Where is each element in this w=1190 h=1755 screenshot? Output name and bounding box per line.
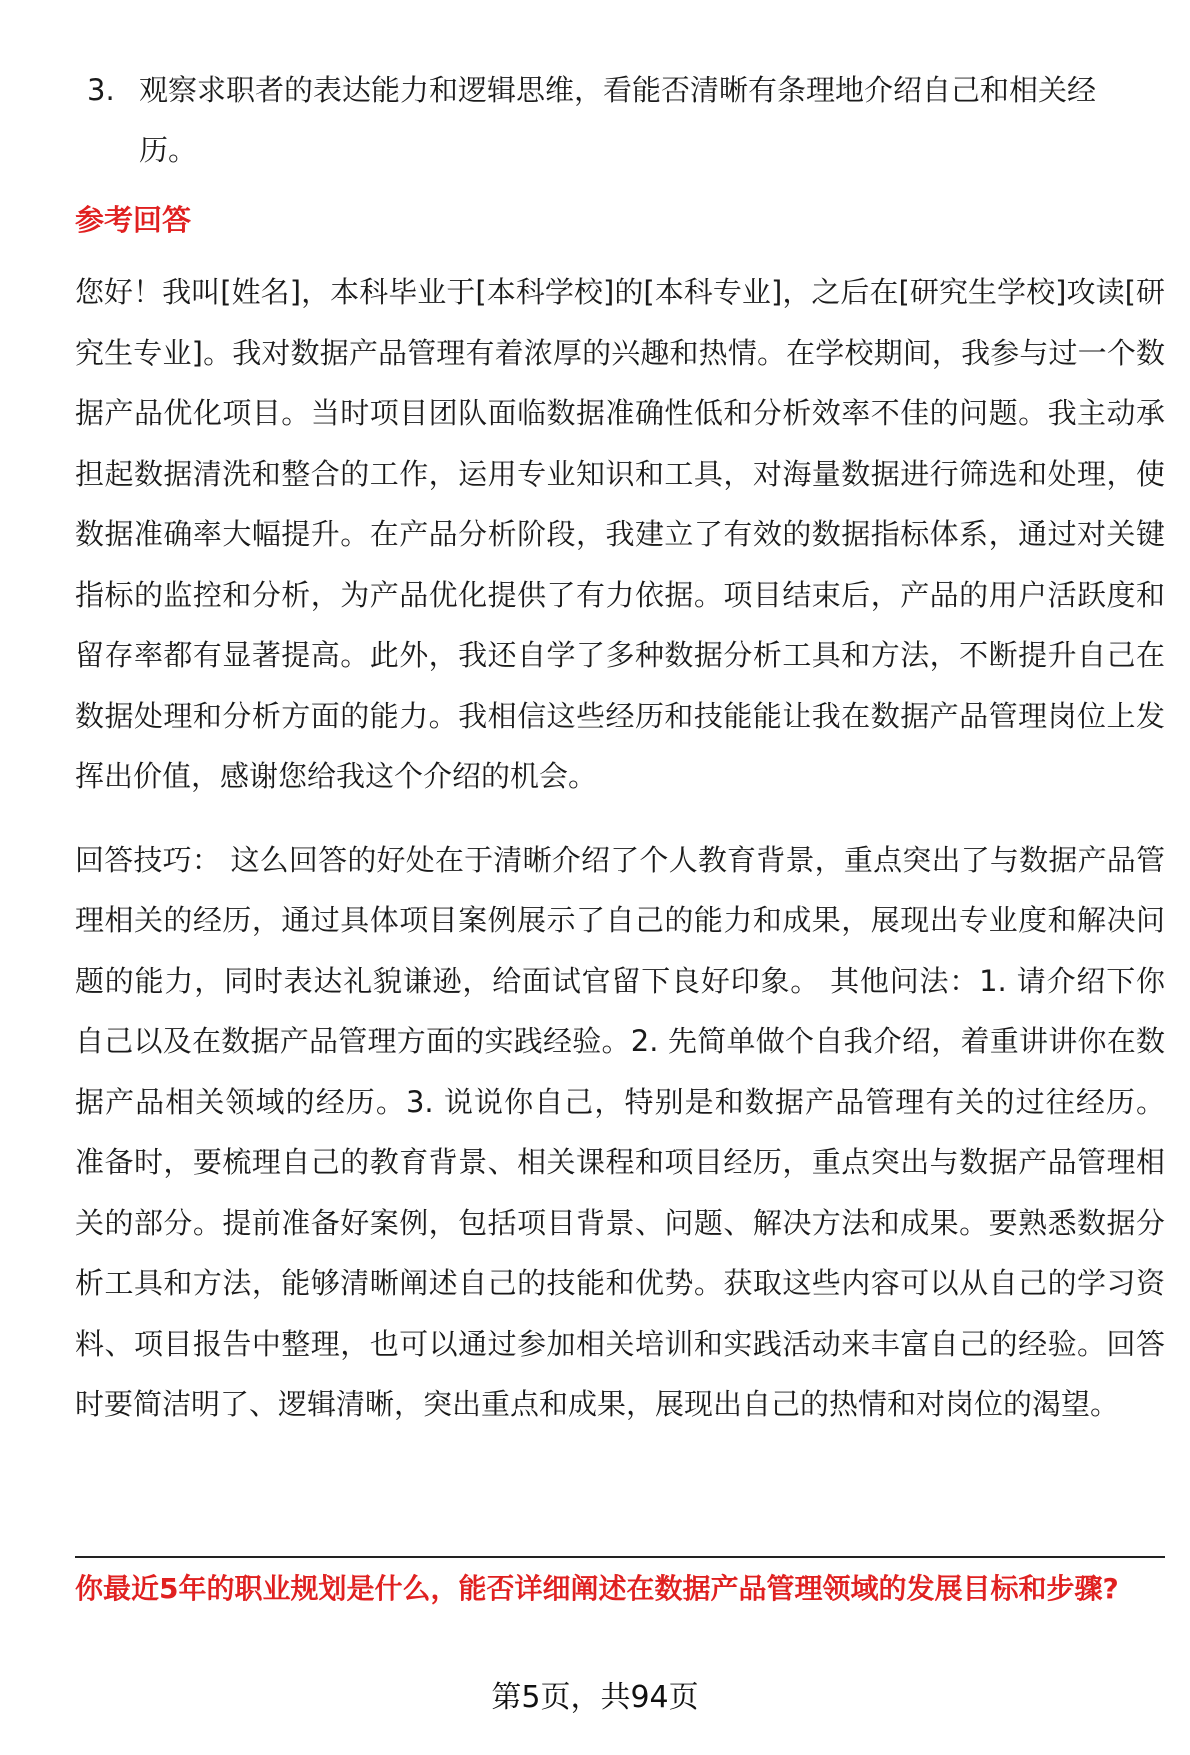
page-content: [75, 60, 1165, 1435]
answer-tips-text: 回答技巧： 这么回答的好处在于清晰介绍了个人教育背景，重点突出了与数据产品管理相关的经历，通过具体项目案例展示了自己的能力和成果，展现出专业度和解决问题的能力，同时表达礼貌谦逊，给面试官留下良好印象。 其他问法：1. 请介绍下你自己以及在数据产品管理方面的实践经验。2. 先简单做个自我介绍，着重讲讲你在数据产品相关领域的经历。3. 说说你自己，特别是和数据产品管理有关的过往经历。 准备时，要梳理自己的教育背景、相关课程和项目经历，重点突出与数据产品管理相关的部分。提前准备好案例，包括项目背景、问题、解决方法和成果。要熟悉数据分析工具和方法，能够清晰阐述自己的技能和优势。获取这些内容可以从自己的学习资料、项目报告中整理，也可以通过参加相关培训和实践活动来丰富自己的经验。回答时要简洁明了、逻辑清晰，突出重点和成果，展现出自己的热情和对岗位的渴望。: [75, 842, 1165, 1421]
page-number: 第5页，共94页: [491, 1680, 699, 1715]
reference-answer-text: 您好！我叫[姓名]，本科毕业于[本科学校]的[本科专业]，之后在[研究生学校]攻读[研究生专业]。我对数据产品管理有着浓厚的兴趣和热情。在学校期间，我参与过一个数据产品优化项目。当时项目团队面临数据准确性低和分析效率不佳的问题。我主动承担起数据清洗和整合的工作，运用专业知识和工具，对海量数据进行筛选和处理，使数据准确率大幅提升。在产品分析阶段，我建立了有效的数据指标体系，通过对关键指标的监控和分析，为产品优化提供了有力依据。项目结束后，产品的用户活跃度和留存率都有显著提高。此外，我还自学了多种数据分析工具和方法，不断提升自己在数据处理和分析方面的能力。我相信这些经历和技能能让我在数据产品管理岗位上发挥出价值，感谢您给我这个介绍的机会。: [75, 275, 1165, 793]
list-number: 3.: [87, 73, 115, 107]
section-divider: [75, 1556, 1165, 1558]
reference-answer-label: 参考回答: [75, 203, 192, 237]
list-text: 观察求职者的表达能力和逻辑思维，看能否清晰有条理地介绍自己和相关经历。: [139, 73, 1097, 167]
list-item: [87, 60, 1165, 180]
next-question-heading: 你最近5年的职业规划是什么，能否详细阐述在数据产品管理领域的发展目标和步骤?: [75, 1572, 1119, 1605]
